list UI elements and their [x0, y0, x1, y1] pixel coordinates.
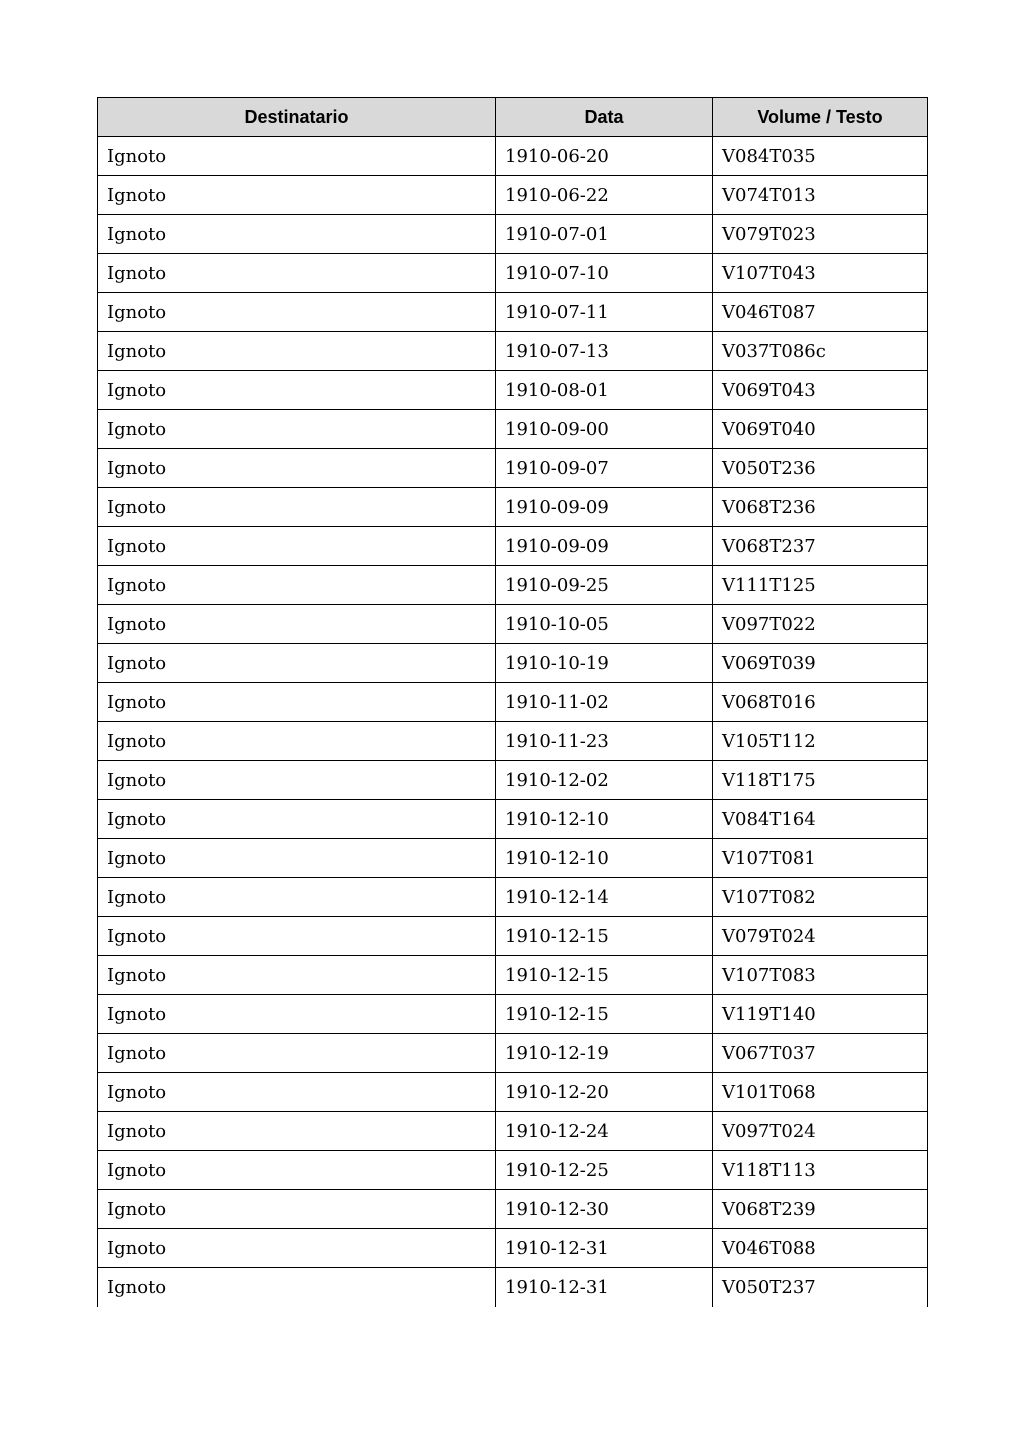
- cell-data: 1910-12-02: [496, 761, 713, 800]
- cell-volume-testo: V118T113: [713, 1151, 928, 1190]
- cell-data: 1910-11-02: [496, 683, 713, 722]
- cell-data: 1910-12-14: [496, 878, 713, 917]
- cell-volume-testo: V050T237: [713, 1268, 928, 1307]
- table-row: [98, 176, 928, 215]
- table-row: [98, 917, 928, 956]
- cell-data: 1910-11-23: [496, 722, 713, 761]
- table-row: [98, 995, 928, 1034]
- table-row: [98, 722, 928, 761]
- table-row: [98, 371, 928, 410]
- cell-volume-testo: V069T040: [713, 410, 928, 449]
- cell-destinatario: Ignoto: [98, 722, 496, 761]
- table-row: [98, 956, 928, 995]
- cell-data: 1910-10-19: [496, 644, 713, 683]
- table-row: [98, 332, 928, 371]
- cell-volume-testo: V105T112: [713, 722, 928, 761]
- cell-volume-testo: V084T164: [713, 800, 928, 839]
- table-row: [98, 1112, 928, 1151]
- cell-data: 1910-07-01: [496, 215, 713, 254]
- cell-destinatario: Ignoto: [98, 800, 496, 839]
- cell-data: 1910-12-15: [496, 917, 713, 956]
- cell-destinatario: Ignoto: [98, 1034, 496, 1073]
- cell-data: 1910-08-01: [496, 371, 713, 410]
- table-row: [98, 1073, 928, 1112]
- cell-data: 1910-12-19: [496, 1034, 713, 1073]
- table-row: [98, 839, 928, 878]
- cell-data: 1910-12-15: [496, 995, 713, 1034]
- cell-destinatario: Ignoto: [98, 254, 496, 293]
- table-body: [98, 137, 928, 1307]
- header-destinatario: Destinatario: [98, 98, 496, 137]
- cell-data: 1910-09-09: [496, 527, 713, 566]
- cell-volume-testo: V046T088: [713, 1229, 928, 1268]
- cell-volume-testo: V050T236: [713, 449, 928, 488]
- cell-volume-testo: V097T024: [713, 1112, 928, 1151]
- cell-data: 1910-12-10: [496, 800, 713, 839]
- cell-volume-testo: V107T081: [713, 839, 928, 878]
- cell-destinatario: Ignoto: [98, 488, 496, 527]
- table-row: [98, 1229, 928, 1268]
- cell-destinatario: Ignoto: [98, 1229, 496, 1268]
- cell-destinatario: Ignoto: [98, 956, 496, 995]
- cell-volume-testo: V037T086c: [713, 332, 928, 371]
- cell-data: 1910-06-20: [496, 137, 713, 176]
- table-row: [98, 488, 928, 527]
- cell-destinatario: Ignoto: [98, 293, 496, 332]
- cell-destinatario: Ignoto: [98, 683, 496, 722]
- table-row: [98, 1034, 928, 1073]
- cell-volume-testo: V074T013: [713, 176, 928, 215]
- cell-volume-testo: V046T087: [713, 293, 928, 332]
- cell-destinatario: Ignoto: [98, 176, 496, 215]
- cell-destinatario: Ignoto: [98, 1268, 496, 1307]
- cell-destinatario: Ignoto: [98, 410, 496, 449]
- cell-data: 1910-07-13: [496, 332, 713, 371]
- cell-destinatario: Ignoto: [98, 566, 496, 605]
- cell-data: 1910-12-31: [496, 1229, 713, 1268]
- cell-volume-testo: V068T236: [713, 488, 928, 527]
- cell-volume-testo: V111T125: [713, 566, 928, 605]
- cell-data: 1910-09-00: [496, 410, 713, 449]
- cell-destinatario: Ignoto: [98, 917, 496, 956]
- cell-volume-testo: V119T140: [713, 995, 928, 1034]
- cell-volume-testo: V068T016: [713, 683, 928, 722]
- cell-volume-testo: V107T083: [713, 956, 928, 995]
- cell-data: 1910-12-30: [496, 1190, 713, 1229]
- table-row: [98, 1151, 928, 1190]
- cell-volume-testo: V079T023: [713, 215, 928, 254]
- cell-volume-testo: V107T043: [713, 254, 928, 293]
- cell-destinatario: Ignoto: [98, 1190, 496, 1229]
- cell-data: 1910-12-10: [496, 839, 713, 878]
- cell-volume-testo: V069T039: [713, 644, 928, 683]
- table-row: [98, 1268, 928, 1307]
- cell-destinatario: Ignoto: [98, 1151, 496, 1190]
- cell-data: 1910-12-24: [496, 1112, 713, 1151]
- cell-volume-testo: V068T237: [713, 527, 928, 566]
- cell-volume-testo: V101T068: [713, 1073, 928, 1112]
- cell-destinatario: Ignoto: [98, 761, 496, 800]
- cell-data: 1910-09-09: [496, 488, 713, 527]
- table-row: [98, 410, 928, 449]
- cell-volume-testo: V118T175: [713, 761, 928, 800]
- table-row: [98, 137, 928, 176]
- cell-data: 1910-12-20: [496, 1073, 713, 1112]
- table-row: [98, 644, 928, 683]
- cell-data: 1910-10-05: [496, 605, 713, 644]
- cell-destinatario: Ignoto: [98, 332, 496, 371]
- table-row: [98, 566, 928, 605]
- cell-data: 1910-12-31: [496, 1268, 713, 1307]
- table-row: [98, 449, 928, 488]
- table-row: [98, 605, 928, 644]
- cell-data: 1910-09-07: [496, 449, 713, 488]
- cell-volume-testo: V107T082: [713, 878, 928, 917]
- cell-destinatario: Ignoto: [98, 644, 496, 683]
- cell-data: 1910-06-22: [496, 176, 713, 215]
- cell-destinatario: Ignoto: [98, 371, 496, 410]
- cell-destinatario: Ignoto: [98, 995, 496, 1034]
- table-row: [98, 527, 928, 566]
- cell-destinatario: Ignoto: [98, 878, 496, 917]
- table-row: [98, 800, 928, 839]
- cell-data: 1910-12-15: [496, 956, 713, 995]
- cell-destinatario: Ignoto: [98, 215, 496, 254]
- cell-destinatario: Ignoto: [98, 527, 496, 566]
- cell-volume-testo: V097T022: [713, 605, 928, 644]
- cell-volume-testo: V067T037: [713, 1034, 928, 1073]
- cell-destinatario: Ignoto: [98, 137, 496, 176]
- cell-data: 1910-07-10: [496, 254, 713, 293]
- cell-destinatario: Ignoto: [98, 1112, 496, 1151]
- cell-destinatario: Ignoto: [98, 839, 496, 878]
- table-row: [98, 878, 928, 917]
- table-row: [98, 1190, 928, 1229]
- cell-volume-testo: V069T043: [713, 371, 928, 410]
- table-row: [98, 215, 928, 254]
- cell-volume-testo: V079T024: [713, 917, 928, 956]
- table-row: [98, 254, 928, 293]
- cell-data: 1910-09-25: [496, 566, 713, 605]
- table-row: [98, 293, 928, 332]
- table-row: [98, 683, 928, 722]
- cell-volume-testo: V068T239: [713, 1190, 928, 1229]
- table-header: [98, 98, 928, 137]
- letters-table: [97, 97, 928, 1307]
- cell-destinatario: Ignoto: [98, 605, 496, 644]
- header-row: [98, 98, 928, 137]
- cell-destinatario: Ignoto: [98, 1073, 496, 1112]
- header-data: Data: [496, 98, 713, 137]
- cell-destinatario: Ignoto: [98, 449, 496, 488]
- cell-volume-testo: V084T035: [713, 137, 928, 176]
- cell-data: 1910-07-11: [496, 293, 713, 332]
- table-row: [98, 761, 928, 800]
- cell-data: 1910-12-25: [496, 1151, 713, 1190]
- header-volume-testo: Volume / Testo: [713, 98, 928, 137]
